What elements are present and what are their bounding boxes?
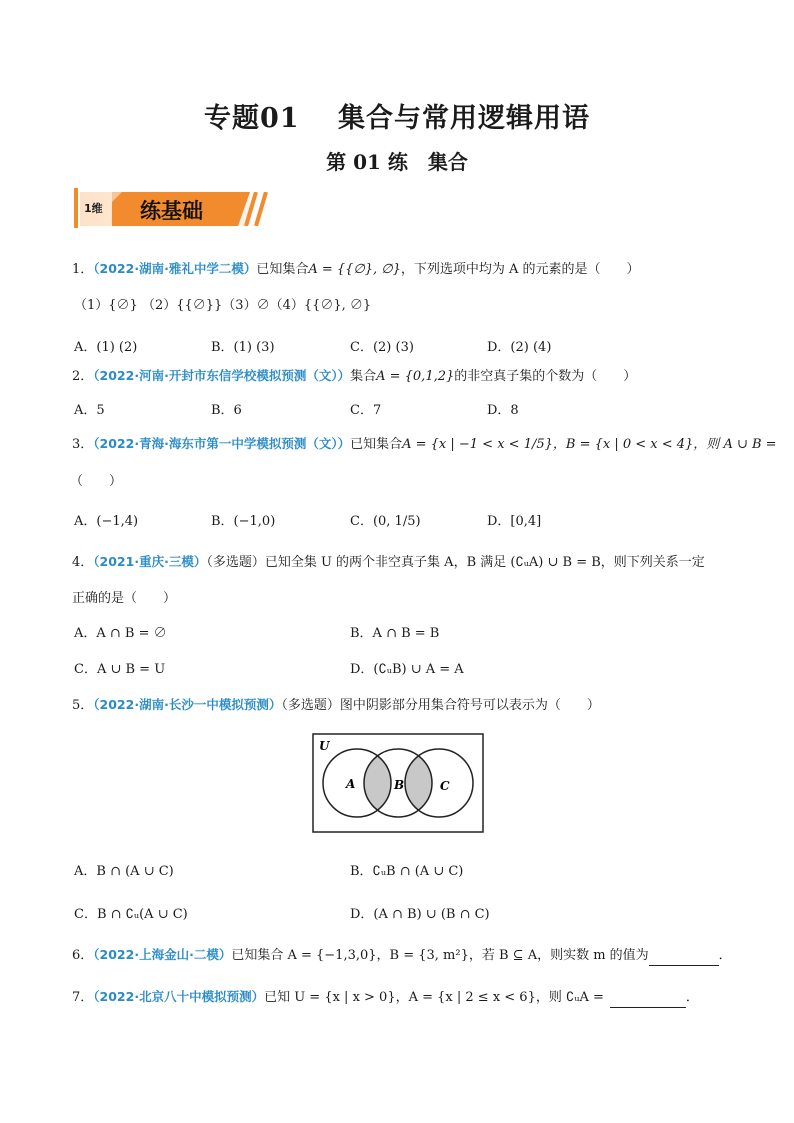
question-5 bbox=[72, 695, 600, 716]
venn-label-a: A bbox=[346, 777, 356, 791]
section-badge bbox=[74, 186, 264, 232]
q4-source: （2021·重庆·三模） bbox=[93, 554, 207, 569]
q4-text-2: 正确的是（ ） bbox=[72, 591, 177, 606]
q1-option-d[interactable]: D．(2) (4) bbox=[487, 340, 552, 355]
q6-answer-blank[interactable] bbox=[649, 951, 719, 966]
q3-option-b[interactable]: B．(−1,0) bbox=[211, 514, 276, 529]
q5-option-d[interactable]: D．(A ∩ B) ∪ (B ∩ C) bbox=[350, 907, 490, 922]
venn-label-u: U bbox=[319, 739, 330, 753]
q2-option-b[interactable]: B．6 bbox=[211, 403, 242, 418]
q1-items: （1）{∅} （2）{{∅}}（3）∅（4）{{∅}, ∅} bbox=[74, 298, 372, 313]
q3-option-c[interactable]: C．(0, 1/5) bbox=[350, 514, 421, 529]
q2-num: 2． bbox=[72, 369, 94, 384]
q1-set: A = {{∅}, ∅} bbox=[308, 262, 401, 277]
q3-set-a: A = {x | −1 < x < 1/5} bbox=[402, 437, 553, 452]
q4-option-d[interactable]: D．(∁ᵤB) ∪ A = A bbox=[350, 662, 464, 677]
q1-source: （2022·湖南·雅礼中学二模） bbox=[93, 261, 257, 276]
q5-option-b[interactable]: B．∁ᵤB ∩ (A ∪ C) bbox=[350, 864, 464, 879]
q3-set-b: ，B = {x | 0 < x < 4}，则 A ∪ B = bbox=[552, 437, 777, 452]
q2-text-b: 的非空真子集的个数为（ ） bbox=[454, 369, 637, 384]
q4-option-c[interactable]: C．A ∪ B = U bbox=[74, 662, 166, 677]
question-4 bbox=[72, 552, 705, 573]
q6-source: （2022·上海金山·二模） bbox=[93, 947, 232, 962]
venn-label-c: C bbox=[440, 779, 450, 793]
q5-option-c[interactable]: C．B ∩ ∁ᵤ(A ∪ C) bbox=[74, 907, 188, 922]
q2-option-a[interactable]: A．5 bbox=[74, 403, 105, 418]
q4-option-b[interactable]: B．A ∩ B = B bbox=[350, 626, 440, 641]
badge-label: 练基础 bbox=[140, 199, 203, 223]
q5-option-a[interactable]: A．B ∩ (A ∪ C) bbox=[74, 864, 174, 879]
q5-text: （多选题）图中阴影部分用集合符号可以表示为（ ） bbox=[281, 698, 600, 713]
q1-option-c[interactable]: C．(2) (3) bbox=[350, 340, 414, 355]
q1-text-b: ，下列选项中均为 A 的元素的是（ ） bbox=[400, 262, 640, 277]
q3-option-d[interactable]: D．[0,4] bbox=[487, 514, 542, 529]
q2-option-c[interactable]: C．7 bbox=[350, 403, 382, 418]
badge-stripes-icon bbox=[234, 192, 274, 226]
q3-paren: （ ） bbox=[70, 474, 123, 489]
q7-end: ． bbox=[685, 990, 699, 1005]
q3-option-a[interactable]: A．(−1,4) bbox=[74, 514, 139, 529]
q6-text: 已知集合 A = {−1,3,0}，B = {3, m²}，若 B ⊆ A，则实数 m 的值为 bbox=[231, 948, 649, 963]
q5-num: 5． bbox=[72, 698, 94, 713]
q2-text-a: 集合 bbox=[350, 369, 377, 384]
question-7 bbox=[72, 987, 699, 1008]
question-1 bbox=[72, 259, 640, 280]
q3-num: 3． bbox=[72, 437, 94, 452]
q7-source: （2022·北京八十中模拟预测） bbox=[93, 989, 265, 1004]
venn-diagram bbox=[312, 733, 484, 833]
q2-option-d[interactable]: D．8 bbox=[487, 403, 519, 418]
q4-num: 4． bbox=[72, 555, 94, 570]
q7-text: 已知 U = {x | x > 0}，A = {x | 2 ≤ x < 6}，则 ∁ᵤA = bbox=[264, 990, 604, 1005]
question-3 bbox=[72, 434, 777, 455]
q2-set: A = {0,1,2} bbox=[376, 369, 455, 384]
question-6 bbox=[72, 945, 732, 966]
badge-level: 1维 bbox=[84, 202, 103, 215]
page-subtitle: 第 01 练 集合 bbox=[326, 150, 468, 174]
q1-num: 1． bbox=[72, 262, 94, 277]
q1-option-b[interactable]: B．(1) (3) bbox=[211, 340, 275, 355]
q1-text-a: 已知集合 bbox=[256, 262, 309, 277]
badge-bar bbox=[74, 188, 78, 228]
q6-end: ． bbox=[718, 948, 732, 963]
q2-source: （2022·河南·开封市东信学校模拟预测（文）） bbox=[93, 368, 351, 383]
q4-text: （多选题）已知全集 U 的两个非空真子集 A，B 满足 (∁ᵤA) ∪ B = B，则下列关系一定 bbox=[206, 555, 705, 570]
q4-option-a[interactable]: A．A ∩ B = ∅ bbox=[74, 626, 167, 641]
q6-num: 6． bbox=[72, 948, 94, 963]
q7-answer-blank[interactable] bbox=[610, 993, 686, 1008]
q5-source: （2022·湖南·长沙一中模拟预测） bbox=[93, 697, 282, 712]
venn-label-b: B bbox=[394, 778, 405, 792]
q7-num: 7． bbox=[72, 990, 94, 1005]
q3-source: （2022·青海·海东市第一中学模拟预测（文）） bbox=[93, 436, 351, 451]
q1-option-a[interactable]: A．(1) (2) bbox=[74, 340, 138, 355]
question-2 bbox=[72, 366, 636, 387]
q3-text-a: 已知集合 bbox=[350, 437, 403, 452]
page-title: 专题01 集合与常用逻辑用语 bbox=[204, 103, 590, 134]
